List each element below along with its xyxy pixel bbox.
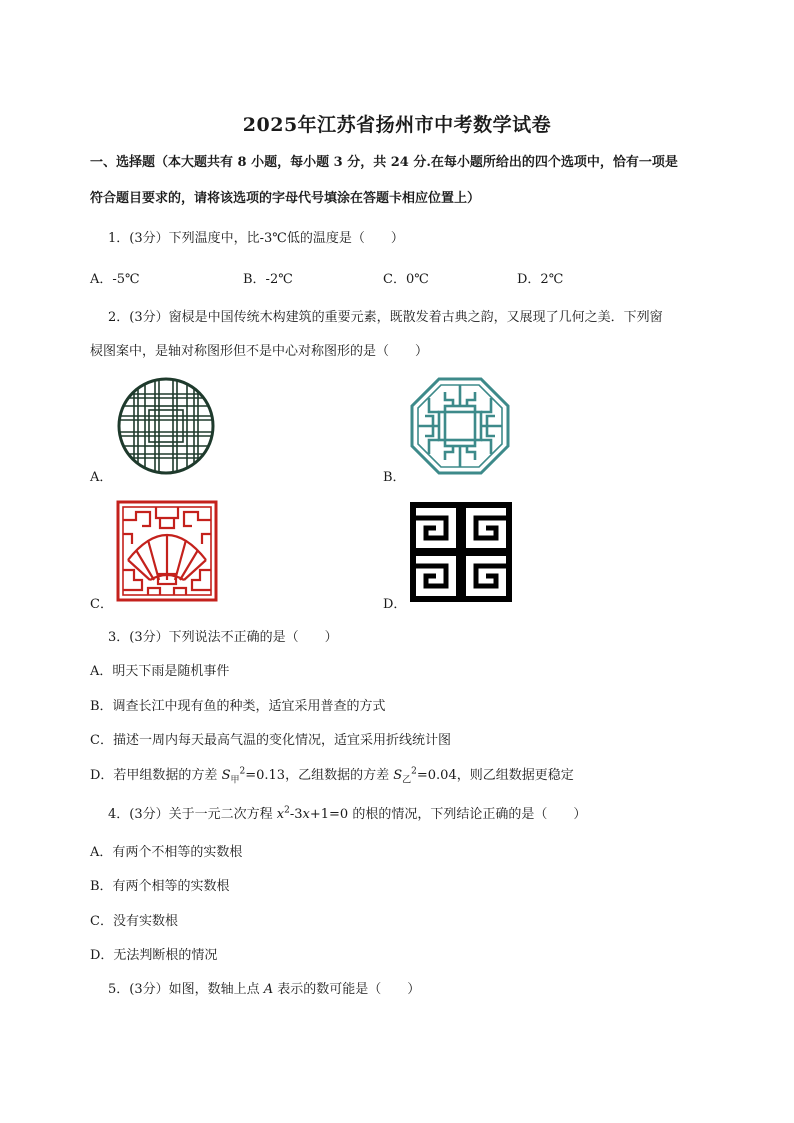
question-5-stem <box>108 978 420 997</box>
circular-window-lattice-figure <box>115 376 217 476</box>
fan-window-lattice-figure <box>116 500 218 602</box>
question-5-stem-suffix: 表示的数可能是（ ） <box>277 982 421 997</box>
variance-symbol-b: S <box>393 768 403 783</box>
question-4-stem-suffix: +1=0 的根的情况，下列结论正确的是（ ） <box>309 807 587 822</box>
question-2-option-c-label: C． <box>90 597 113 612</box>
question-3-option-d-middle: =0.13，乙组数据的方差 <box>245 768 390 783</box>
question-2-stem-line1: 2．(3分）窗棂是中国传统木构建筑的重要元素，既散发着古典之韵，又展现了几何之美．下列窗 <box>108 310 663 325</box>
fret-pattern-window-figure <box>410 502 512 602</box>
question-1-stem: 1．(3分）下列温度中，比-3℃低的温度是（ ） <box>108 231 404 246</box>
question-3-option-d-prefix: D．若甲组数据的方差 <box>90 768 218 783</box>
question-2-stem-line2: 棂图案中，是轴对称图形但不是中心对称图形的是（ ） <box>90 344 429 359</box>
question-3-stem: 3．(3分）下列说法不正确的是（ ） <box>108 630 338 645</box>
octagonal-window-lattice-figure <box>409 376 511 476</box>
point-label: A <box>263 982 274 997</box>
question-4-stem-prefix: 4．(3分）关于一元二次方程 <box>108 807 273 822</box>
page-title: 2025年江苏省扬州市中考数学试卷 <box>242 114 552 136</box>
question-3-option-b: B．调查长江中现有鱼的种类，适宜采用普查的方式 <box>90 699 386 714</box>
question-2-option-a-label: A． <box>90 470 113 485</box>
question-4-option-d: D．无法判断根的情况 <box>90 948 218 963</box>
variance-square-a: 2 <box>239 766 246 777</box>
question-3-option-a: A．明天下雨是随机事件 <box>90 664 230 679</box>
equation-square: 2 <box>284 805 290 816</box>
question-4-option-c: C．没有实数根 <box>90 914 178 929</box>
question-3-option-d <box>90 764 574 786</box>
question-1-option-b: B．-2℃ <box>243 272 293 287</box>
question-5-stem-prefix: 5．(3分）如图，数轴上点 <box>108 982 260 997</box>
question-1-option-a: A．-5℃ <box>90 272 140 287</box>
variance-subscript-a: 甲 <box>230 775 240 786</box>
question-3-option-d-suffix: =0.04，则乙组数据更稳定 <box>416 768 574 783</box>
question-3-option-c: C．描述一周内每天最高气温的变化情况，适宜采用折线统计图 <box>90 733 451 748</box>
section-instruction-line1: 一、选择题（本大题共有 8 小题，每小题 3 分，共 24 分.在每小题所给出的四个选项中，恰有一项是 <box>90 155 678 170</box>
question-2-option-d-label: D． <box>383 597 407 612</box>
question-4-option-b: B．有两个相等的实数根 <box>90 879 230 894</box>
variance-symbol-a: S <box>221 768 231 783</box>
question-2-option-b-label: B． <box>383 470 406 485</box>
variance-square-b: 2 <box>411 766 417 777</box>
equation-variable-2: x <box>302 807 310 822</box>
question-1-option-c: C．0℃ <box>383 272 429 287</box>
equation-variable: x <box>276 807 285 822</box>
question-4-option-a: A．有两个不相等的实数根 <box>90 845 243 860</box>
equation-middle: -3 <box>289 807 303 822</box>
question-1-option-d: D．2℃ <box>517 272 564 287</box>
question-4-stem <box>108 803 586 822</box>
section-instruction-line2: 符合题目要求的，请将该选项的字母代号填涂在答题卡相应位置上） <box>90 191 481 206</box>
variance-subscript-b: 乙 <box>402 775 412 786</box>
